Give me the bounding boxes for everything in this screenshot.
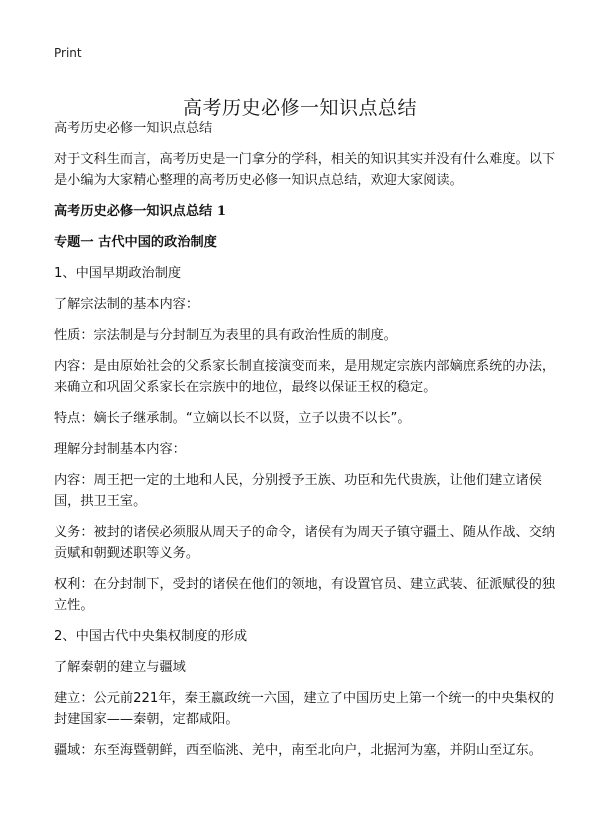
paragraph: 了解宗法制的基本内容： (54, 297, 200, 312)
document-body (54, 118, 560, 771)
subtitle-paragraph: 高考历史必修一知识点总结 (54, 121, 213, 136)
intro-paragraph: 对于文科生而言，高考历史是一门拿分的学科，相关的知识其实并没有什么难度。以下是小编为大家精心整理的高考历史必修一知识点总结，欢迎大家阅读。 (54, 152, 556, 188)
topic-heading: 专题一 古代中国的政治制度 (54, 235, 217, 250)
paragraph: 内容：周王把一定的土地和人民，分别授予王族、功臣和先代贵族，让他们建立诸侯国，拱卫王室。 (54, 473, 542, 509)
paragraph: 理解分封制基本内容： (54, 442, 186, 457)
paragraph: 义务：被封的诸侯必须服从周天子的命令，诸侯有为周天子镇守疆土、随从作战、交纳贡赋和朝觐述职等义务。 (54, 525, 556, 561)
paragraph: 特点：嫡长子继承制。“立嫡以长不以贤，立子以贵不以长”。 (54, 411, 411, 426)
page-title: 高考历史必修一知识点总结 (182, 96, 417, 119)
paragraph: 建立：公元前221年，秦王嬴政统一六国，建立了中国历史上第一个统一的中央集权的封建国家——秦朝，定都咸阳。 (54, 691, 554, 727)
print-label: Print (54, 46, 82, 60)
paragraph: 权利：在分封制下，受封的诸侯在他们的领地，有设置官员、建立武装、征派赋役的独立性。 (54, 577, 556, 613)
subsection-heading: 1、中国早期政治制度 (54, 266, 182, 281)
paragraph: 性质：宗法制是与分封制互为表里的具有政治性质的制度。 (54, 328, 397, 343)
paragraph: 疆域：东至海暨朝鲜，西至临洮、羌中，南至北向户，北据河为塞，并阴山至辽东。 (54, 743, 542, 758)
section-heading: 高考历史必修一知识点总结 1 (54, 204, 227, 219)
paragraph: 了解秦朝的建立与疆域 (54, 660, 186, 675)
subsection-heading: 2、中国古代中央集权制度的形成 (54, 629, 248, 644)
paragraph: 内容：是由原始社会的父系家长制直接演变而来，是用规定宗族内部嫡庶系统的办法，来确立和巩固父系家长在宗族中的地位，最终以保证王权的稳定。 (54, 359, 556, 395)
